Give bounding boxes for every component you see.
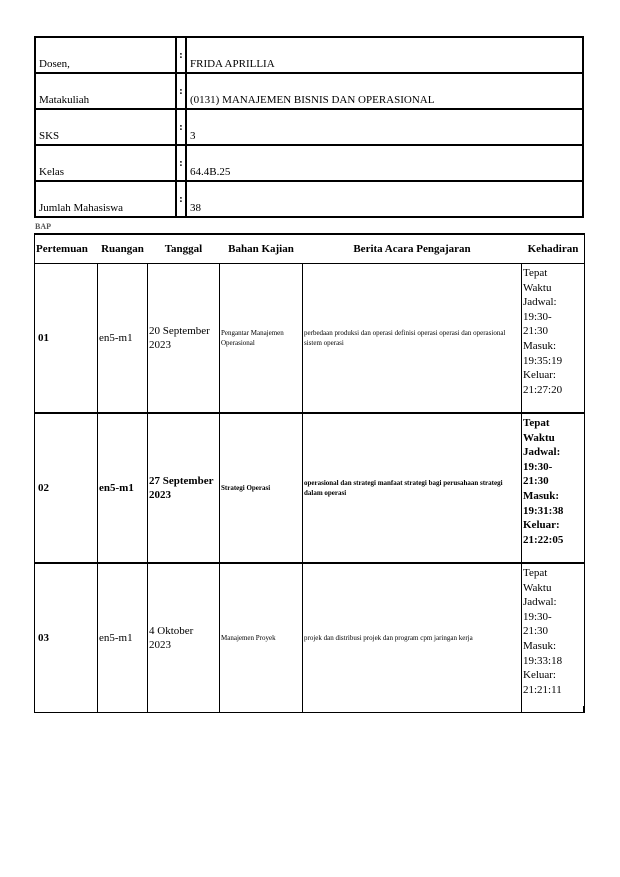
cell-ruangan: en5-m1 xyxy=(98,264,148,414)
table-row xyxy=(35,563,585,713)
cell-berita-acara: projek dan distribusi projek dan program cpm jaringan kerja xyxy=(303,563,522,713)
header-ruangan: Ruangan xyxy=(98,234,148,264)
header-berita-acara: Berita Acara Pengajaran xyxy=(303,234,522,264)
cell-kehadiran: Tepat Waktu Jadwal: 19:30- 21:30 Masuk: 19:33:18 Keluar: 21:21:11 xyxy=(522,563,585,713)
bap-section-label: BAP xyxy=(35,222,51,231)
cell-pertemuan: 02 xyxy=(35,413,98,563)
info-value: FRIDA APRILLIA xyxy=(186,37,583,73)
cell-bahan-kajian: Pengantar Manajemen Operasional xyxy=(220,264,303,414)
cell-ruangan: en5-m1 xyxy=(98,413,148,563)
info-label: SKS xyxy=(35,109,176,145)
cell-bahan-kajian: Strategi Operasi xyxy=(220,413,303,563)
info-value: 64.4B.25 xyxy=(186,145,583,181)
info-row-dosen xyxy=(35,37,583,73)
info-row-jumlah-mahasiswa xyxy=(35,181,583,217)
cell-pertemuan: 01 xyxy=(35,264,98,414)
cell-ruangan: en5-m1 xyxy=(98,563,148,713)
cell-pertemuan: 03 xyxy=(35,563,98,713)
table-row xyxy=(35,413,585,563)
info-label: Dosen, xyxy=(35,37,176,73)
info-value: 3 xyxy=(186,109,583,145)
info-separator: : xyxy=(176,181,186,217)
info-row-kelas xyxy=(35,145,583,181)
header-bahan-kajian: Bahan Kajian xyxy=(220,234,303,264)
bap-table xyxy=(34,233,585,713)
header-kehadiran: Kehadiran xyxy=(522,234,585,264)
cell-berita-acara: operasional dan strategi manfaat strategi bagi perusahaan strategi dalam operasi xyxy=(303,413,522,563)
info-value: (0131) MANAJEMEN BISNIS DAN OPERASIONAL xyxy=(186,73,583,109)
cell-bahan-kajian: Manajemen Proyek xyxy=(220,563,303,713)
info-row-sks xyxy=(35,109,583,145)
cell-tanggal: 27 September 2023 xyxy=(148,413,220,563)
info-label: Kelas xyxy=(35,145,176,181)
info-label: Jumlah Mahasiswa xyxy=(35,181,176,217)
info-separator: : xyxy=(176,73,186,109)
course-info-table xyxy=(34,36,584,218)
cell-berita-acara: perbedaan produksi dan operasi definisi operasi operasi dan operasional sistem operasi xyxy=(303,264,522,414)
info-label: Matakuliah xyxy=(35,73,176,109)
cell-kehadiran: Tepat Waktu Jadwal: 19:30- 21:30 Masuk: 19:35:19 Keluar: 21:27:20 xyxy=(522,264,585,414)
info-row-matakuliah xyxy=(35,73,583,109)
info-separator: : xyxy=(176,37,186,73)
info-separator: : xyxy=(176,145,186,181)
info-separator: : xyxy=(176,109,186,145)
header-tanggal: Tanggal xyxy=(148,234,220,264)
cell-kehadiran: Tepat Waktu Jadwal: 19:30- 21:30 Masuk: 19:31:38 Keluar: 21:22:05 xyxy=(522,413,585,563)
cell-tanggal: 20 September 2023 xyxy=(148,264,220,414)
table-row xyxy=(35,264,585,414)
header-pertemuan: Pertemuan xyxy=(35,234,98,264)
bap-header-row xyxy=(35,234,585,264)
cell-tanggal: 4 Oktober 2023 xyxy=(148,563,220,713)
table-continuation-edge xyxy=(34,706,584,712)
info-value: 38 xyxy=(186,181,583,217)
